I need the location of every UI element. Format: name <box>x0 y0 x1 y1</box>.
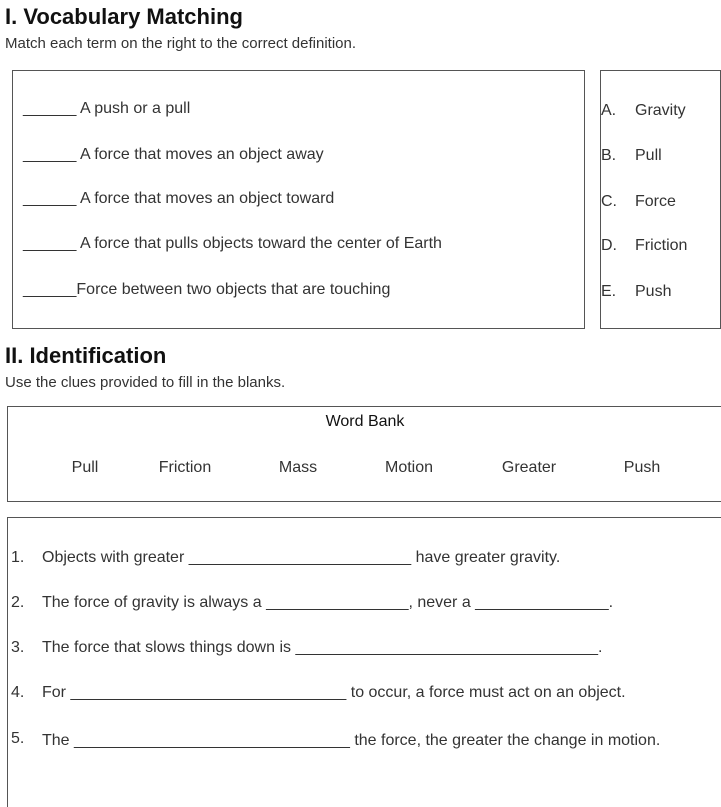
question-number: 3. <box>11 639 25 656</box>
question-number: 4. <box>11 684 25 701</box>
term-option <box>601 283 671 301</box>
questions-box <box>7 517 721 807</box>
question-number: 1. <box>11 549 25 566</box>
term-text: Push <box>635 283 672 300</box>
term-option <box>601 147 662 165</box>
section-1-title: I. Vocabulary Matching <box>5 4 243 29</box>
section-1-instructions: Match each term on the right to the correct definition. <box>5 35 357 52</box>
term-text: Pull <box>635 147 662 164</box>
question-number: 2. <box>11 594 25 611</box>
definition-item: ______ A force that moves an object away <box>23 146 324 163</box>
definition-item: ______ A force that pulls objects toward the center of Earth <box>23 235 442 252</box>
term-text: Gravity <box>635 102 686 119</box>
definition-item: ______Force between two objects that are touching <box>23 281 391 298</box>
term-option <box>601 237 687 255</box>
word-bank-word: Pull <box>71 459 99 476</box>
term-letter: A. <box>601 102 617 119</box>
term-option <box>601 193 676 211</box>
word-bank-word: Greater <box>501 459 557 476</box>
word-bank-word: Mass <box>278 459 318 476</box>
definitions-box <box>12 70 585 329</box>
term-letter: B. <box>601 147 617 164</box>
question-text: The force of gravity is always a ________________, never a _______________. <box>42 594 614 611</box>
question-text: For _______________________________ to occur, a force must act on an object. <box>42 684 626 701</box>
term-text: Force <box>635 193 676 210</box>
term-text: Friction <box>635 237 688 254</box>
word-bank-word: Motion <box>384 459 434 476</box>
definition-item: ______ A push or a pull <box>23 100 191 117</box>
term-option <box>601 102 686 120</box>
word-bank-word: Friction <box>158 459 212 476</box>
section-2-title: II. Identification <box>5 343 167 368</box>
question-number: 5. <box>11 730 25 747</box>
question-text: The force that slows things down is __________________________________. <box>42 639 603 656</box>
word-bank-title: Word Bank <box>325 413 405 430</box>
definition-item: ______ A force that moves an object toward <box>23 190 335 207</box>
question-text: The _______________________________ the force, the greater the change in motion. <box>42 732 661 749</box>
term-letter: E. <box>601 283 617 300</box>
term-letter: C. <box>601 193 617 210</box>
word-bank-box <box>7 406 721 502</box>
terms-box <box>600 70 721 329</box>
section-2-instructions: Use the clues provided to fill in the blanks. <box>5 374 286 391</box>
question-text: Objects with greater _________________________ have greater gravity. <box>42 549 561 566</box>
word-bank-word: Push <box>623 459 661 476</box>
term-letter: D. <box>601 237 617 254</box>
